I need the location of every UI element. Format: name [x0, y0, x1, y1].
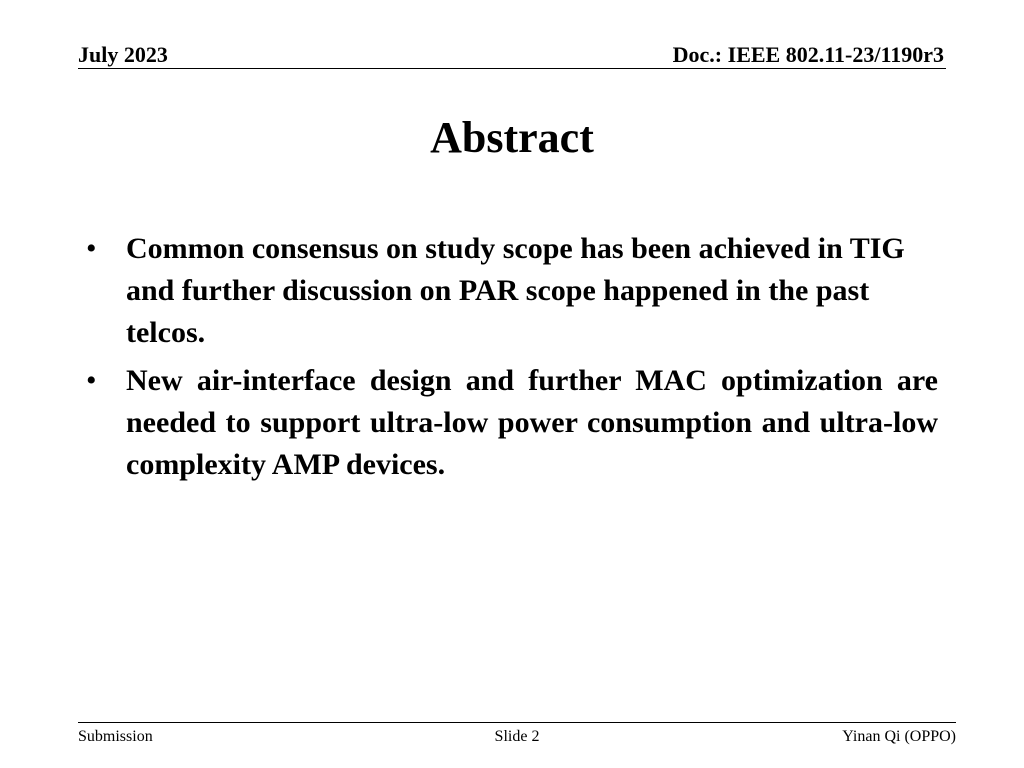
- header-doc-id: Doc.: IEEE 802.11-23/1190r3: [672, 42, 944, 67]
- header-date: July 2023: [78, 42, 168, 67]
- bullet-list: [78, 228, 938, 492]
- bullet-marker: •: [86, 364, 97, 397]
- header-divider: [78, 68, 946, 69]
- bullet-marker: •: [86, 232, 97, 265]
- footer-slide-number: Slide 2: [494, 728, 540, 745]
- bullet-item-1: [78, 228, 938, 354]
- slide-title: Abstract: [430, 113, 594, 162]
- footer-submission: Submission: [78, 728, 153, 745]
- bullet-item-2: [78, 360, 938, 486]
- bullet-text: New air-interface design and further MAC optimization are needed to support ultra-low power consumption and ultra-low complexity AMP devices.: [126, 364, 938, 481]
- footer-author: Yinan Qi (OPPO): [842, 728, 956, 745]
- bullet-text: Common consensus on study scope has been achieved in TIG and further discussion on PAR scope happened in the past telcos.: [126, 232, 905, 349]
- footer-divider: [78, 722, 956, 723]
